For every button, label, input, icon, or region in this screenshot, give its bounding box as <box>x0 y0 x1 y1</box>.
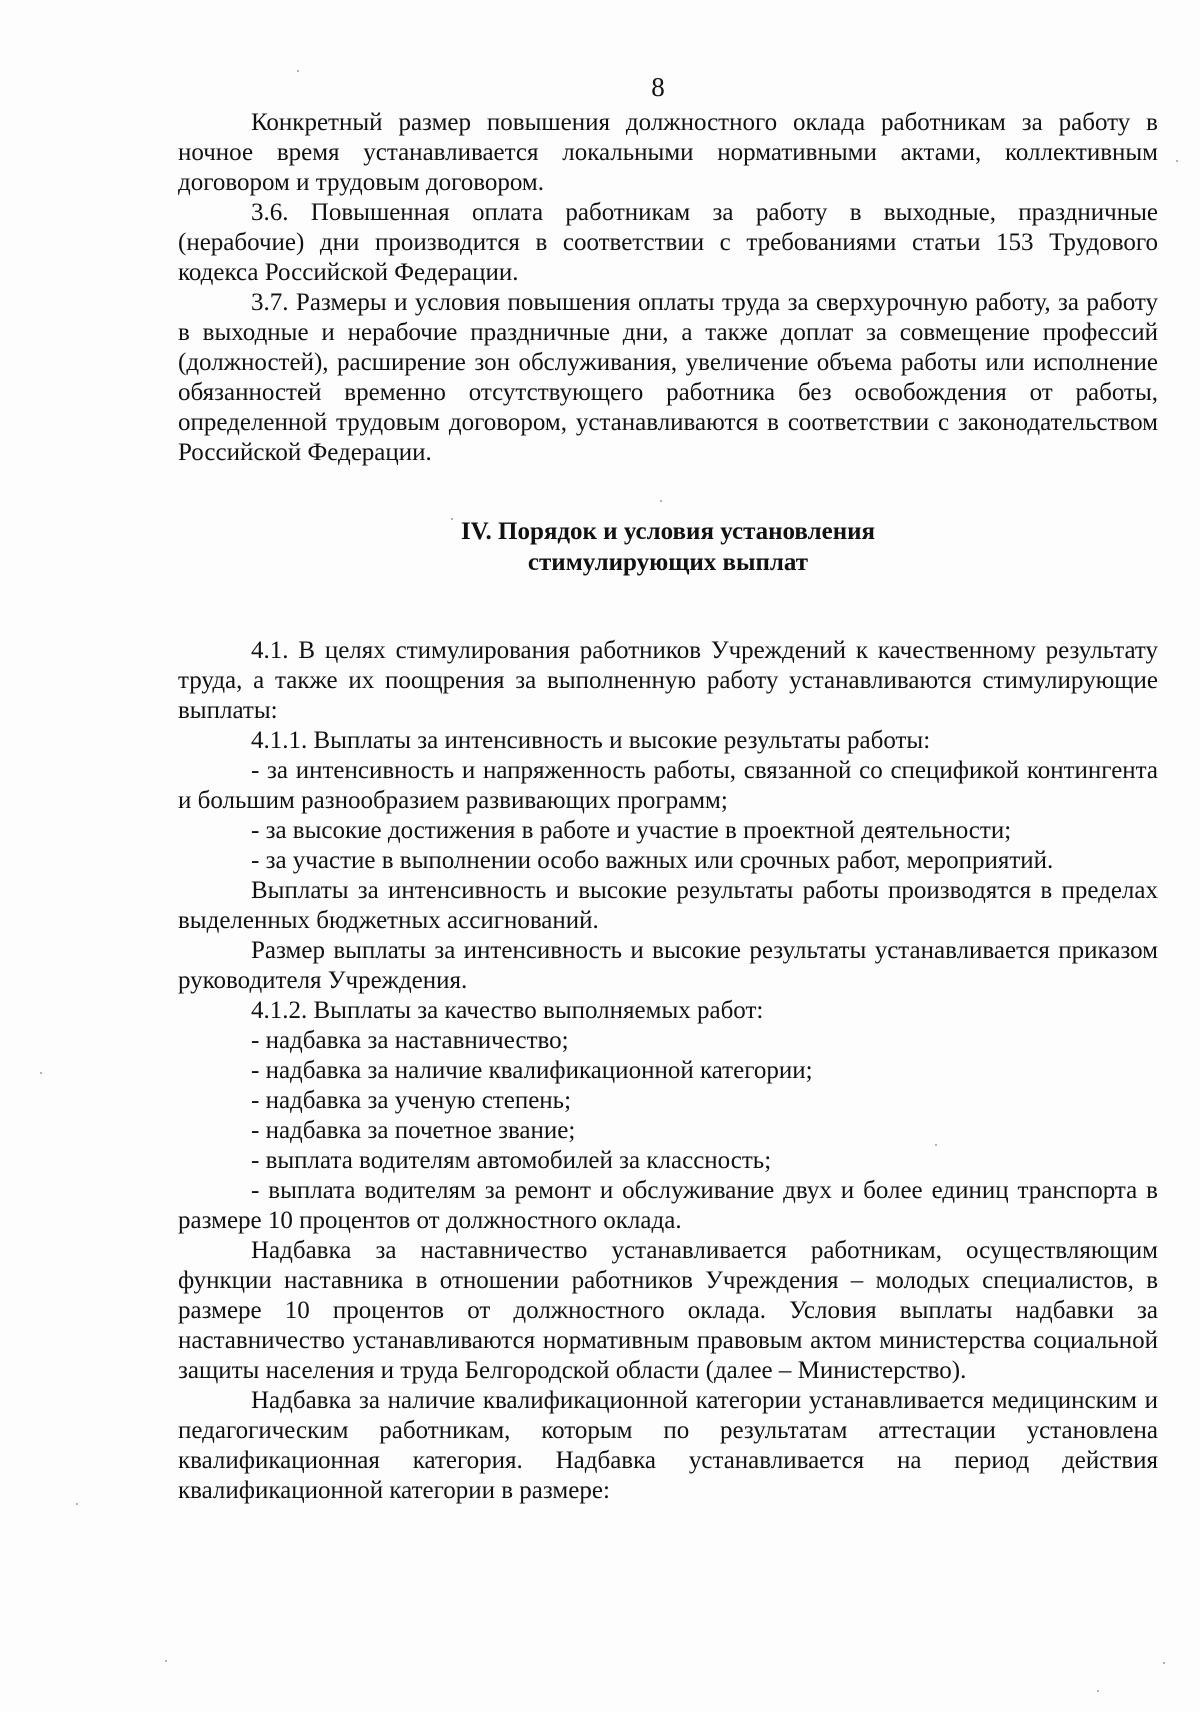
scan-speck <box>165 1660 167 1662</box>
paragraph-4-1: 4.1. В целях стимулирования работников Учреждений к качественному результату труда, а также их поощрения за выполненную работу устанавливаются стимулирующие выплаты: <box>178 637 1158 724</box>
scan-speck <box>40 1072 42 1074</box>
scan-speck <box>1163 1662 1165 1664</box>
paragraph: Выплаты за интенсивность и высокие результаты работы производятся в пределах выделенных бюджетных ассигнований. <box>178 877 1158 934</box>
list-item: - выплата водителям автомобилей за классность; <box>251 1147 772 1174</box>
scan-speck <box>1176 160 1178 162</box>
scan-speck <box>1097 1690 1099 1692</box>
paragraph-qualification: Надбавка за наличие квалификационной категории устанавливается медицинским и педагогическим работникам, которым по результатам аттестации установлена квалификационная категория. Надбавка устанавливается на период действия квалификационной категории в размере: <box>178 1387 1158 1504</box>
list-item: - надбавка за наличие квалификационной категории; <box>251 1057 813 1084</box>
document-body <box>178 68 1158 1506</box>
paragraph-4-1-1: 4.1.1. Выплаты за интенсивность и высокие результаты работы: <box>251 727 931 754</box>
list-item: - за высокие достижения в работе и участие в проектной деятельности; <box>251 817 1012 844</box>
paragraph: Размер выплаты за интенсивность и высокие результаты устанавливается приказом руководителя Учреждения. <box>178 937 1158 994</box>
list-item: - за интенсивность и напряженность работы, связанной со спецификой контингента и большим разнообразием развивающих программ; <box>178 757 1158 814</box>
paragraph-4-1-2: 4.1.2. Выплаты за качество выполняемых работ: <box>251 997 764 1024</box>
list-item: - за участие в выполнении особо важных или срочных работ, мероприятий. <box>251 847 1054 874</box>
spacer <box>178 468 1158 516</box>
section-heading-line-2: стимулирующих выплат <box>527 549 809 576</box>
list-item: - выплата водителям за ремонт и обслуживание двух и более единиц транспорта в размере 10 процентов от должностного оклада. <box>178 1177 1158 1234</box>
list-item: - надбавка за ученую степень; <box>251 1087 572 1114</box>
page-number: 8 <box>651 72 665 102</box>
scan-speck <box>76 1503 78 1505</box>
list-item: - надбавка за почетное звание; <box>251 1117 576 1144</box>
list-item: - надбавка за наставничество; <box>251 1027 569 1054</box>
paragraph-night-work: Конкретный размер повышения должностного оклада работникам за работу в ночное время устанавливается локальными нормативными актами, коллективным договором и трудовым договором. <box>178 109 1158 196</box>
spacer <box>178 578 1158 636</box>
paragraph-mentoring: Надбавка за наставничество устанавливается работникам, осуществляющим функции наставника в отношении работников Учреждения – молодых специалистов, в размере 10 процентов от должностного оклада. Условия выплаты надбавки за наставничество устанавливаются нормативным правовым актом министерства социальной защиты населения и труда Белгородской области (далее – Министерство). <box>178 1237 1158 1384</box>
section-heading-line-1: IV. Порядок и условия установления <box>460 518 876 545</box>
paragraph-3-6: 3.6. Повышенная оплата работникам за работу в выходные, праздничные (нерабочие) дни производится в соответствии с требованиями статьи 153 Трудового кодекса Российской Федерации. <box>178 199 1158 286</box>
paragraph-3-7: 3.7. Размеры и условия повышения оплаты труда за сверхурочную работу, за работу в выходные и нерабочие праздничные дни, а также доплат за совмещение профессий (должностей), расширение зон обслуживания, увеличение объема работы или исполнение обязанностей временно отсутствующего работника без освобождения от работы, определенной трудовым договором, устанавливаются в соответствии с законодательством Российской Федерации. <box>178 289 1158 466</box>
